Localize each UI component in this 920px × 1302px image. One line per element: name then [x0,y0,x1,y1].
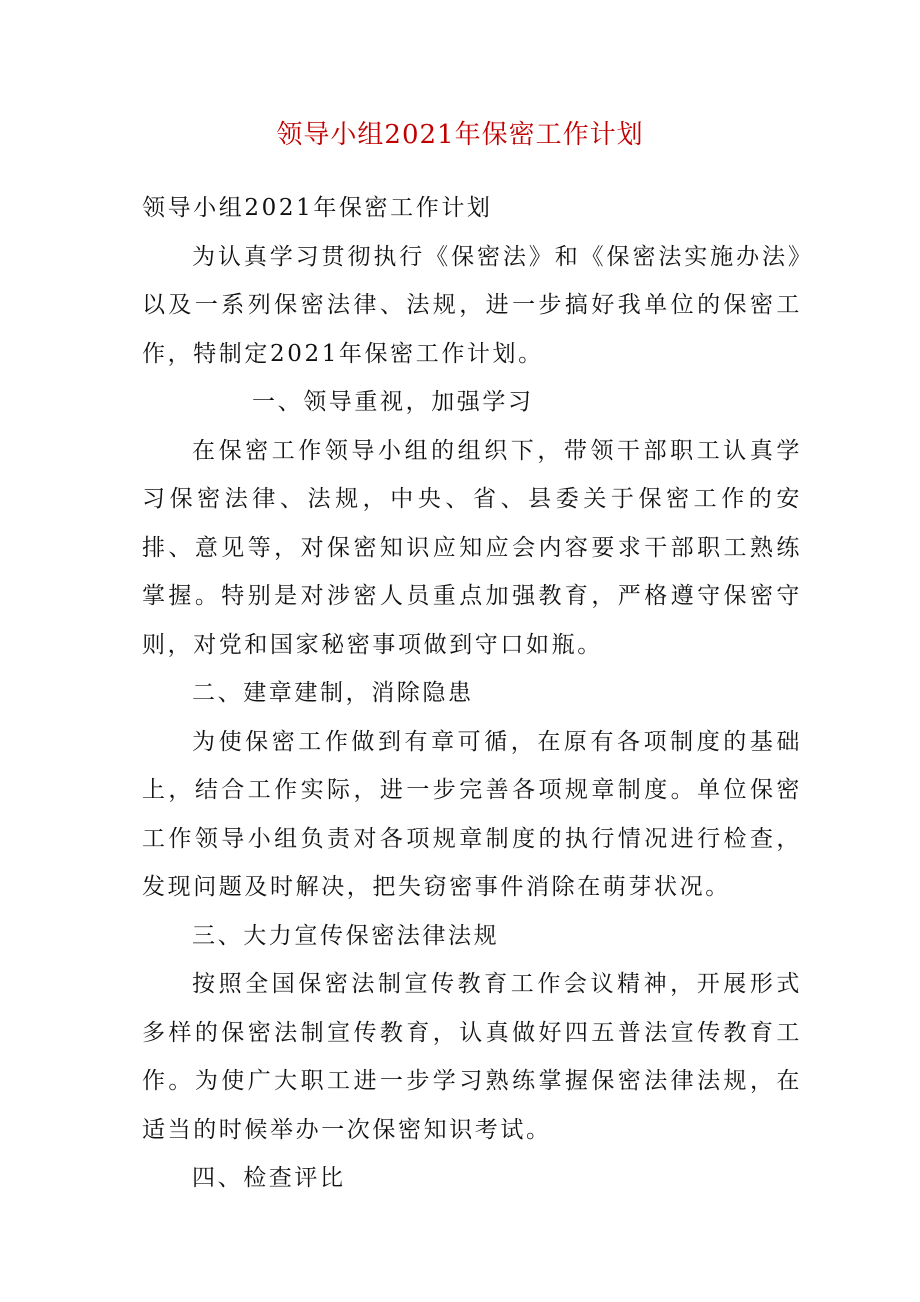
section-paragraph-2: 为使保密工作做到有章可循，在原有各项制度的基础上，结合工作实际，进一步完善各项规章制度。单位保密工作领导小组负责对各项规章制度的执行情况进行检查，发现问题及时解决，把失窃密事件消除在萌芽状况。 [142,728,802,900]
intro-paragraph: 为认真学习贯彻执行《保密法》和《保密法实施办法》以及一系列保密法律、法规，进一步搞好我单位的保密工作，特制定2021年保密工作计划。 [142,243,802,367]
section-paragraph-1: 在保密工作领导小组的组织下，带领干部职工认真学习保密法律、法规，中央、省、县委关于保密工作的安排、意见等，对保密知识应知应会内容要求干部职工熟练掌握。特别是对涉密人员重点加强教育，严格遵守保密守则，对党和国家秘密事项做到守口如瓶。 [142,437,802,658]
document-body [142,184,802,1203]
document-subtitle: 领导小组2021年保密工作计划 [142,195,493,221]
section-heading-2: 二、建章建制，消除隐患 [192,680,474,706]
document-title: 领导小组2021年保密工作计划 [276,120,644,150]
section-paragraph-3: 按照全国保密法制宣传教育工作会议精神，开展形式多样的保密法制宣传教育，认真做好四五普法宣传教育工作。为使广大职工进一步学习熟练掌握保密法律法规，在适当的时候举办一次保密知识考试。 [142,971,802,1143]
section-heading-1: 一、领导重视，加强学习 [252,389,534,415]
section-heading-4: 四、检查评比 [192,1165,346,1191]
section-heading-3: 三、大力宣传保密法律法规 [192,922,500,949]
